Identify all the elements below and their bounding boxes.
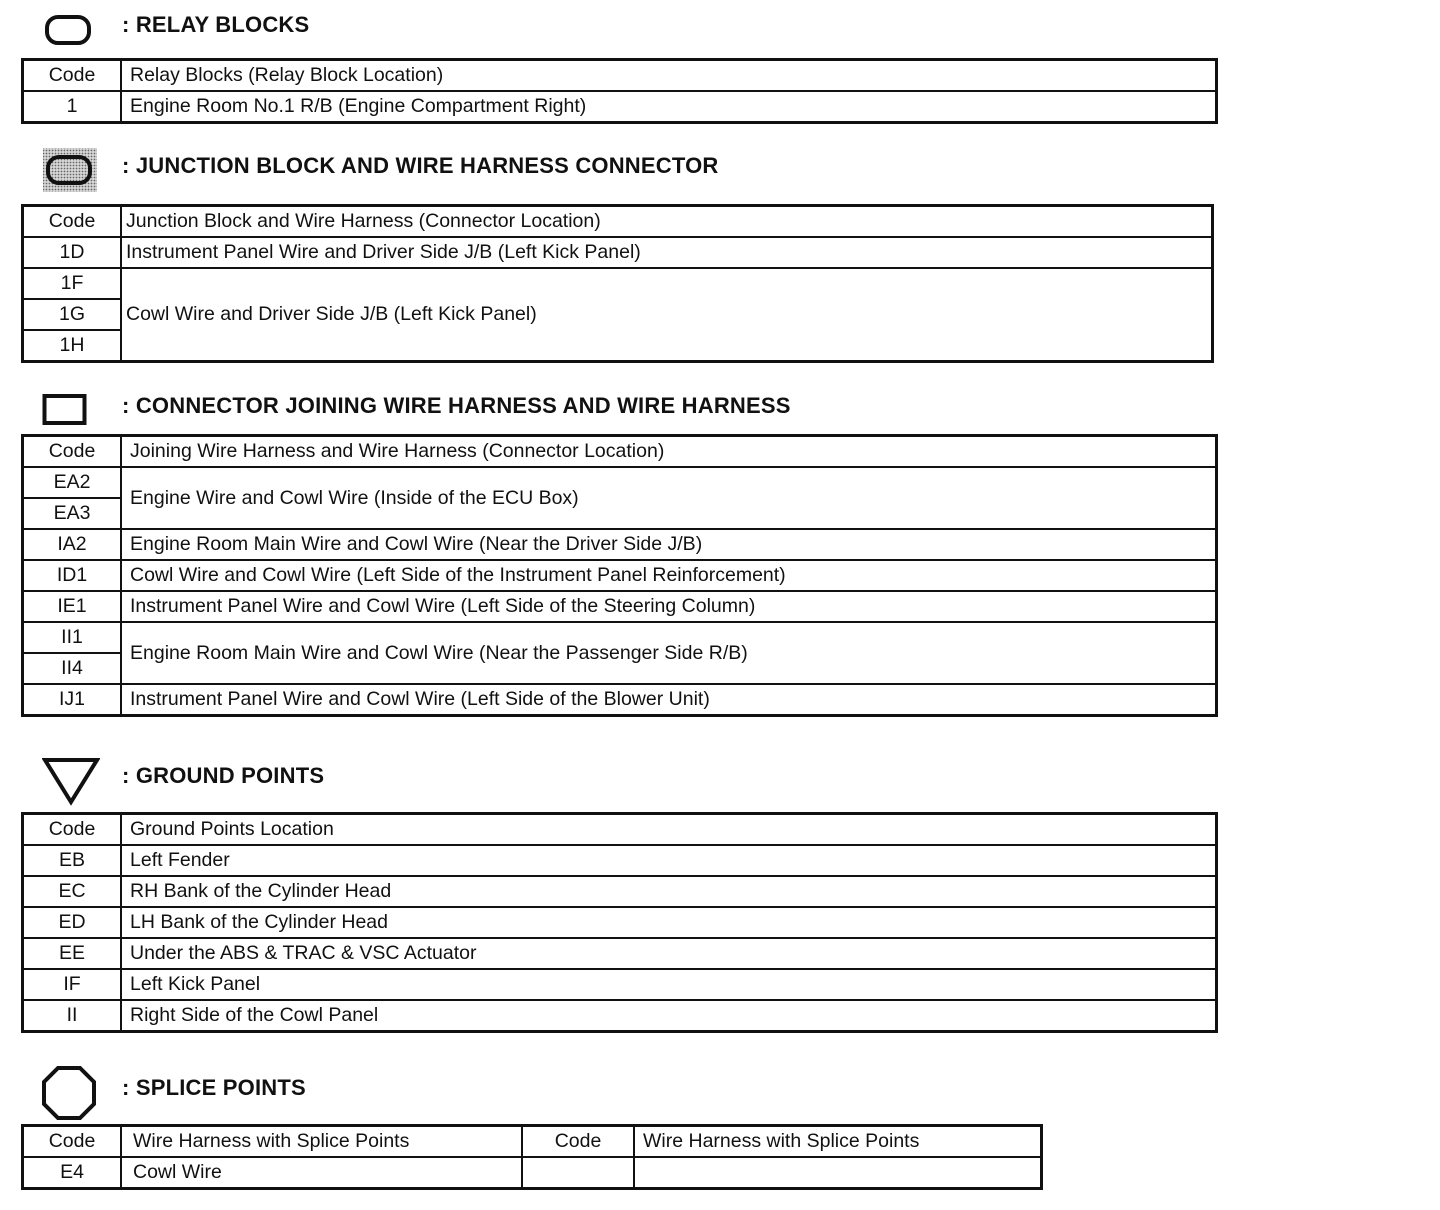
table-row: [23, 684, 1217, 716]
table-row: [23, 467, 1217, 498]
splice-points-table: [21, 1124, 1043, 1190]
row-code: EA3: [23, 498, 122, 529]
header-code: Code: [522, 1126, 634, 1158]
row-code: ID1: [23, 560, 122, 591]
table-row: [23, 938, 1217, 969]
table-header-row: [23, 1126, 1042, 1158]
section-title-ground-points: : GROUND POINTS: [122, 763, 325, 788]
row-desc: Right Side of the Cowl Panel: [121, 1000, 1217, 1032]
row-code: II4: [23, 653, 122, 684]
table-row: [23, 907, 1217, 938]
rectangle-icon: [42, 393, 88, 427]
row-code: IJ1: [23, 684, 122, 716]
row-desc: Instrument Panel Wire and Cowl Wire (Left Side of the Blower Unit): [121, 684, 1217, 716]
header-code: Code: [23, 60, 122, 92]
row-desc: Engine Room No.1 R/B (Engine Compartment Right): [121, 91, 1217, 123]
section-title-junction-block: : JUNCTION BLOCK AND WIRE HARNESS CONNECTOR: [122, 153, 719, 178]
row-desc: Left Kick Panel: [121, 969, 1217, 1000]
row-code: II1: [23, 622, 122, 653]
header-desc: Wire Harness with Splice Points: [634, 1126, 1042, 1158]
row-desc: Under the ABS & TRAC & VSC Actuator: [121, 938, 1217, 969]
header-desc: Joining Wire Harness and Wire Harness (Connector Location): [121, 436, 1217, 468]
table-header-row: [23, 60, 1217, 92]
row-code: EB: [23, 845, 122, 876]
header-desc: Ground Points Location: [121, 814, 1217, 846]
rounded-rectangle-icon: [44, 14, 92, 46]
header-code: Code: [23, 1126, 122, 1158]
row-desc: Engine Room Main Wire and Cowl Wire (Near the Passenger Side R/B): [121, 622, 1217, 684]
row-code: ED: [23, 907, 122, 938]
table-row: [23, 969, 1217, 1000]
section-title-connector-joining: : CONNECTOR JOINING WIRE HARNESS AND WIRE HARNESS: [122, 393, 791, 418]
row-desc: Engine Wire and Cowl Wire (Inside of the ECU Box): [121, 467, 1217, 529]
table-row: [23, 91, 1217, 123]
row-code: EC: [23, 876, 122, 907]
junction-block-table: [21, 204, 1214, 363]
octagon-icon: [40, 1064, 98, 1122]
row-desc: Left Fender: [121, 845, 1217, 876]
row-desc: RH Bank of the Cylinder Head: [121, 876, 1217, 907]
connector-joining-table: [21, 434, 1218, 717]
table-row: [23, 529, 1217, 560]
row-code: 1: [23, 91, 122, 123]
table-row: [23, 560, 1217, 591]
row-desc: Cowl Wire and Driver Side J/B (Left Kick Panel): [121, 268, 1213, 362]
table-row: [23, 237, 1213, 268]
table-header-row: [23, 206, 1213, 238]
ground-points-table: [21, 812, 1218, 1033]
row-code: IF: [23, 969, 122, 1000]
row-code: 1G: [23, 299, 122, 330]
row-code: 1F: [23, 268, 122, 299]
section-title-relay-blocks: : RELAY BLOCKS: [122, 12, 310, 37]
row-code: [522, 1157, 634, 1189]
table-row: [23, 876, 1217, 907]
row-desc: [634, 1157, 1042, 1189]
row-code: IA2: [23, 529, 122, 560]
table-header-row: [23, 814, 1217, 846]
table-row: [23, 1157, 1042, 1189]
table-row: [23, 268, 1213, 299]
table-row: [23, 845, 1217, 876]
table-row: [23, 1000, 1217, 1032]
row-desc: Instrument Panel Wire and Driver Side J/B (Left Kick Panel): [121, 237, 1213, 268]
table-header-row: [23, 436, 1217, 468]
row-desc: Cowl Wire and Cowl Wire (Left Side of the Instrument Panel Reinforcement): [121, 560, 1217, 591]
row-desc: LH Bank of the Cylinder Head: [121, 907, 1217, 938]
relay-blocks-table: [21, 58, 1218, 124]
table-row: [23, 622, 1217, 653]
row-code: EE: [23, 938, 122, 969]
row-desc: Instrument Panel Wire and Cowl Wire (Left Side of the Steering Column): [121, 591, 1217, 622]
row-code: E4: [23, 1157, 122, 1189]
header-desc: Junction Block and Wire Harness (Connector Location): [121, 206, 1213, 238]
row-code: 1D: [23, 237, 122, 268]
table-row: [23, 591, 1217, 622]
shaded-rounded-rectangle-icon: [42, 146, 98, 194]
section-title-splice-points: : SPLICE POINTS: [122, 1075, 306, 1100]
row-code: EA2: [23, 467, 122, 498]
header-code: Code: [23, 206, 122, 238]
header-desc: Wire Harness with Splice Points: [121, 1126, 522, 1158]
row-desc: Engine Room Main Wire and Cowl Wire (Near the Driver Side J/B): [121, 529, 1217, 560]
header-code: Code: [23, 436, 122, 468]
header-desc: Relay Blocks (Relay Block Location): [121, 60, 1217, 92]
row-desc: Cowl Wire: [121, 1157, 522, 1189]
row-code: II: [23, 1000, 122, 1032]
header-code: Code: [23, 814, 122, 846]
row-code: 1H: [23, 330, 122, 362]
down-triangle-icon: [42, 756, 100, 806]
row-code: IE1: [23, 591, 122, 622]
